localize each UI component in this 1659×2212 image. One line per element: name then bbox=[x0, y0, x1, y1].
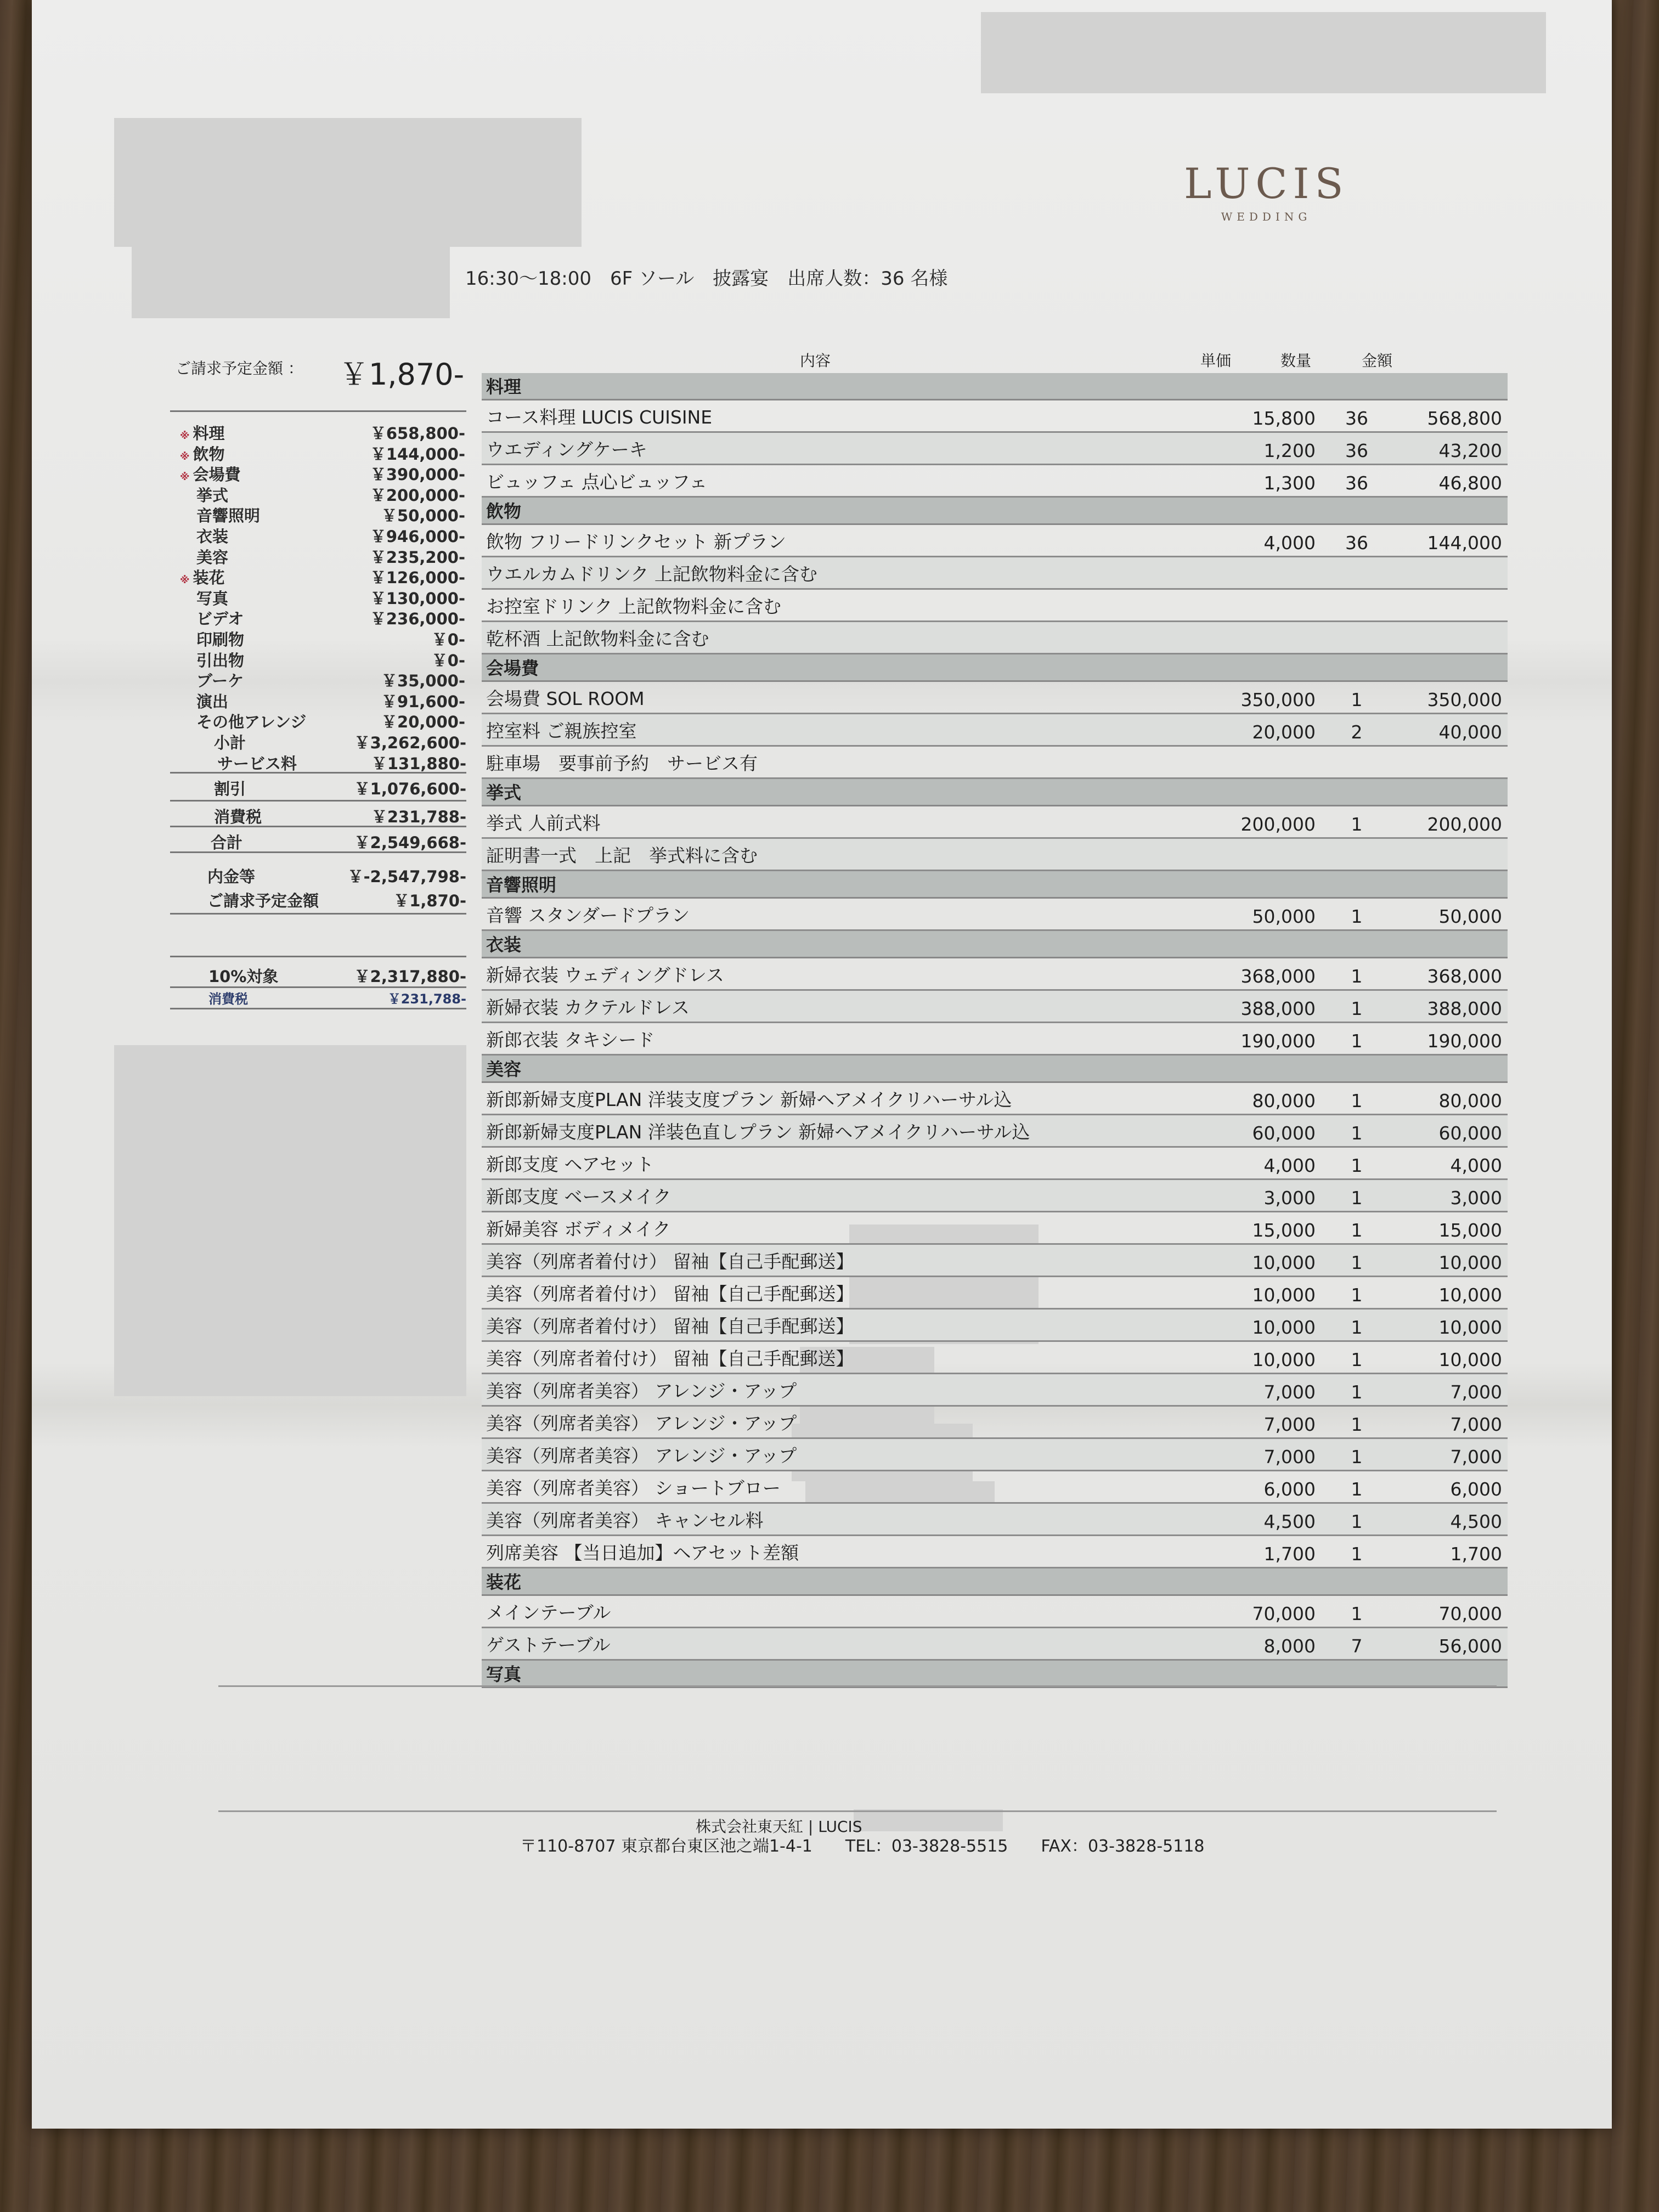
row-description: 美容（列席者美容） アレンジ・アップ bbox=[486, 1413, 797, 1434]
row-quantity: 36 bbox=[1345, 408, 1368, 429]
asterisk-mark-icon: ※ bbox=[180, 471, 190, 483]
table-row bbox=[482, 1023, 1508, 1056]
summary-due bbox=[170, 865, 466, 915]
row-unit-price: 10,000 bbox=[1252, 1317, 1316, 1338]
row-description: 美容（列席者美容） キャンセル料 bbox=[486, 1510, 764, 1531]
row-quantity: 1 bbox=[1351, 1220, 1363, 1241]
row-amount: 368,000 bbox=[1427, 966, 1502, 987]
row-unit-price: 15,800 bbox=[1252, 408, 1316, 429]
row-unit-price: 80,000 bbox=[1252, 1090, 1316, 1111]
summary-row-value: ￥35,000- bbox=[381, 672, 465, 691]
row-description: 新郎支度 ヘアセット bbox=[486, 1154, 654, 1175]
summary-row-value: ￥126,000- bbox=[370, 568, 465, 588]
summary-row bbox=[180, 421, 465, 442]
logo-sub: WEDDING bbox=[1221, 210, 1312, 223]
row-amount: 388,000 bbox=[1427, 998, 1502, 1019]
section-header: 料理 bbox=[482, 373, 1508, 400]
summary-item-list bbox=[180, 421, 465, 731]
row-amount: 56,000 bbox=[1438, 1635, 1502, 1657]
row-amount: 7,000 bbox=[1450, 1446, 1502, 1468]
row-unit-price: 15,000 bbox=[1252, 1220, 1316, 1241]
summary-row-value: ￥130,000- bbox=[370, 589, 465, 608]
divider bbox=[170, 956, 466, 957]
section-header: 衣装 bbox=[482, 931, 1508, 958]
table-row bbox=[482, 1374, 1508, 1407]
row-description: 音響 スタンダードプラン bbox=[486, 905, 690, 926]
row-amount: 3,000 bbox=[1450, 1187, 1502, 1209]
row-unit-price: 368,000 bbox=[1240, 966, 1316, 987]
section-header: 装花 bbox=[482, 1568, 1508, 1596]
summary-row-label: ビデオ bbox=[196, 610, 244, 629]
table-row bbox=[482, 400, 1508, 433]
row-amount: 70,000 bbox=[1438, 1603, 1502, 1624]
row-quantity: 1 bbox=[1351, 1252, 1363, 1273]
row-amount: 40,000 bbox=[1438, 721, 1502, 743]
divider bbox=[218, 1810, 1497, 1812]
row-quantity: 1 bbox=[1351, 1381, 1363, 1403]
row-quantity: 1 bbox=[1351, 1543, 1363, 1565]
row-description: ウエディングケーキ bbox=[486, 439, 647, 460]
row-amount: 568,800 bbox=[1427, 408, 1502, 429]
summary-row-service: サービス料 ￥131,880- bbox=[170, 752, 466, 774]
row-amount: 1,700 bbox=[1450, 1543, 1502, 1565]
row-unit-price: 60,000 bbox=[1252, 1122, 1316, 1144]
summary-row-value: ￥390,000- bbox=[370, 465, 465, 484]
row-unit-price: 350,000 bbox=[1240, 689, 1316, 710]
row-description: 美容（列席者美容） アレンジ・アップ bbox=[486, 1380, 797, 1402]
summary-row-total: 合計 ￥2,549,668- bbox=[170, 827, 466, 853]
asterisk-mark-icon: ※ bbox=[180, 430, 190, 442]
row-description: 美容（列席者着付け） 留袖【自己手配郵送】 bbox=[486, 1348, 854, 1369]
table-row bbox=[482, 525, 1508, 557]
summary-row bbox=[180, 710, 465, 731]
row-amount: 10,000 bbox=[1438, 1349, 1502, 1370]
row-quantity: 1 bbox=[1351, 966, 1363, 987]
row-amount: 200,000 bbox=[1427, 814, 1502, 835]
table-row bbox=[482, 1536, 1508, 1568]
row-unit-price: 4,000 bbox=[1263, 532, 1316, 554]
divider bbox=[218, 1685, 1497, 1687]
section-header: 音響照明 bbox=[482, 871, 1508, 899]
row-unit-price: 20,000 bbox=[1252, 721, 1316, 743]
summary-row-value: ￥200,000- bbox=[370, 486, 465, 505]
asterisk-mark-icon: ※ bbox=[180, 574, 190, 586]
row-quantity: 36 bbox=[1345, 532, 1368, 554]
row-unit-price: 388,000 bbox=[1240, 998, 1316, 1019]
summary-row-value: ￥50,000- bbox=[381, 506, 465, 526]
row-amount: 60,000 bbox=[1438, 1122, 1502, 1144]
summary-row-label: 装花 bbox=[193, 568, 225, 588]
table-row bbox=[482, 1342, 1508, 1374]
row-description: 新婦衣装 ウェディングドレス bbox=[486, 964, 724, 986]
table-row bbox=[482, 1471, 1508, 1504]
row-unit-price: 3,000 bbox=[1263, 1187, 1316, 1209]
summary-row-value: ￥0- bbox=[431, 630, 465, 649]
row-amount: 10,000 bbox=[1438, 1317, 1502, 1338]
row-unit-price: 190,000 bbox=[1240, 1030, 1316, 1052]
row-unit-price: 1,300 bbox=[1263, 472, 1316, 494]
section-header: 美容 bbox=[482, 1056, 1508, 1083]
summary-row-deposit: 内金等 ￥-2,547,798- bbox=[207, 867, 466, 886]
table-row bbox=[482, 991, 1508, 1023]
row-quantity: 36 bbox=[1345, 440, 1368, 461]
summary-row-discount: 割引 ￥1,076,600- bbox=[170, 774, 466, 802]
summary-row bbox=[180, 628, 465, 648]
table-row bbox=[482, 1628, 1508, 1661]
summary-row-label: 飲物 bbox=[193, 444, 225, 464]
row-amount: 10,000 bbox=[1438, 1284, 1502, 1306]
table-row bbox=[482, 1148, 1508, 1180]
table-row bbox=[482, 1596, 1508, 1628]
line-item-table bbox=[482, 373, 1508, 1688]
table-row bbox=[482, 1277, 1508, 1310]
table-row bbox=[482, 682, 1508, 714]
row-description: 新郎新婦支度PLAN 洋装色直しプラン 新婦ヘアメイクリハーサル込 bbox=[486, 1121, 1030, 1143]
row-amount: 144,000 bbox=[1427, 532, 1502, 554]
summary-totals bbox=[170, 731, 466, 853]
summary-row-label: 衣装 bbox=[196, 527, 229, 546]
row-description: お控室ドリンク 上記飲物料金に含む bbox=[486, 596, 781, 617]
row-description: 美容（列席者美容） アレンジ・アップ bbox=[486, 1445, 797, 1466]
row-unit-price: 8,000 bbox=[1263, 1635, 1316, 1657]
row-amount: 350,000 bbox=[1427, 689, 1502, 710]
section-header: 写真 bbox=[482, 1661, 1508, 1688]
row-amount: 190,000 bbox=[1427, 1030, 1502, 1052]
row-description: 会場費 SOL ROOM bbox=[486, 688, 645, 709]
summary-row-label: ブーケ bbox=[196, 672, 244, 691]
row-description: 新郎支度 ベースメイク bbox=[486, 1186, 672, 1207]
divider bbox=[170, 410, 466, 412]
logo-name: LUCIS bbox=[1184, 159, 1349, 208]
row-unit-price: 10,000 bbox=[1252, 1284, 1316, 1306]
summary-row bbox=[180, 483, 465, 504]
row-description: 美容（列席者着付け） 留袖【自己手配郵送】 bbox=[486, 1316, 854, 1337]
row-unit-price: 1,200 bbox=[1263, 440, 1316, 461]
row-quantity: 1 bbox=[1351, 1414, 1363, 1435]
table-row bbox=[482, 1212, 1508, 1245]
col-header-desc: 内容 bbox=[800, 352, 831, 370]
summary-row-taxable: 10%対象 ￥2,317,880- bbox=[170, 964, 466, 988]
row-description: ゲストテーブル bbox=[486, 1634, 611, 1656]
row-quantity: 1 bbox=[1351, 1603, 1363, 1624]
summary-row-label: 引出物 bbox=[196, 651, 245, 670]
row-quantity: 1 bbox=[1351, 1122, 1363, 1144]
row-description: コース料理 LUCIS CUISINE bbox=[486, 407, 713, 428]
row-amount: 10,000 bbox=[1438, 1252, 1502, 1273]
row-description: 列席美容 【当日追加】ヘアセット差額 bbox=[486, 1542, 799, 1564]
row-unit-price: 7,000 bbox=[1263, 1381, 1316, 1403]
row-quantity: 1 bbox=[1351, 1511, 1363, 1532]
table-row bbox=[482, 1310, 1508, 1342]
summary-row-taxable-tax: 消費税 ￥231,788- bbox=[170, 988, 466, 1009]
summary-row bbox=[180, 690, 465, 710]
table-row bbox=[482, 433, 1508, 465]
row-description: 乾杯酒 上記飲物料金に含む bbox=[486, 628, 709, 650]
row-quantity: 1 bbox=[1351, 1155, 1363, 1176]
row-quantity: 1 bbox=[1351, 906, 1363, 927]
table-row bbox=[482, 1407, 1508, 1439]
row-unit-price: 10,000 bbox=[1252, 1252, 1316, 1273]
row-unit-price: 50,000 bbox=[1252, 906, 1316, 927]
row-quantity: 1 bbox=[1351, 1349, 1363, 1370]
redacted-block bbox=[114, 118, 582, 247]
row-quantity: 1 bbox=[1351, 1446, 1363, 1468]
row-amount: 4,000 bbox=[1450, 1155, 1502, 1176]
row-amount: 4,500 bbox=[1450, 1511, 1502, 1532]
summary-row-label: 美容 bbox=[196, 548, 229, 567]
row-unit-price: 7,000 bbox=[1263, 1446, 1316, 1468]
row-description: 駐車場 要事前予約 サービス有 bbox=[486, 753, 758, 774]
lucis-logo bbox=[1184, 159, 1348, 223]
row-description: メインテーブル bbox=[486, 1602, 611, 1623]
table-row bbox=[482, 839, 1508, 871]
col-header-qty: 数量 bbox=[1280, 352, 1312, 370]
row-quantity: 1 bbox=[1351, 1317, 1363, 1338]
summary-row-tax: 消費税 ￥231,788- bbox=[170, 802, 466, 827]
row-amount: 7,000 bbox=[1450, 1381, 1502, 1403]
row-amount: 7,000 bbox=[1450, 1414, 1502, 1435]
summary-row-label: 会場費 bbox=[193, 465, 241, 484]
row-amount: 46,800 bbox=[1438, 472, 1502, 494]
summary-row-value: ￥235,200- bbox=[370, 548, 465, 567]
row-amount: 50,000 bbox=[1438, 906, 1502, 927]
table-row bbox=[482, 590, 1508, 622]
summary-row bbox=[180, 566, 465, 586]
row-unit-price: 1,700 bbox=[1263, 1543, 1316, 1565]
table-row bbox=[482, 747, 1508, 779]
summary-row bbox=[180, 462, 465, 483]
summary-row-label: その他アレンジ bbox=[196, 713, 307, 732]
footer-company: 株式会社東天紅 | LUCIS bbox=[696, 1818, 862, 1836]
row-description: 美容（列席者着付け） 留袖【自己手配郵送】 bbox=[486, 1251, 854, 1272]
summary-row-label: 印刷物 bbox=[196, 630, 245, 649]
section-header: 会場費 bbox=[482, 654, 1508, 682]
row-unit-price: 7,000 bbox=[1263, 1414, 1316, 1435]
table-row bbox=[482, 714, 1508, 747]
table-row bbox=[482, 1115, 1508, 1148]
row-unit-price: 4,500 bbox=[1263, 1511, 1316, 1532]
row-unit-price: 10,000 bbox=[1252, 1349, 1316, 1370]
redacted-block bbox=[114, 1045, 466, 1396]
col-header-price: 単価 bbox=[1200, 352, 1232, 370]
table-row bbox=[482, 958, 1508, 991]
invoice-sheet bbox=[32, 0, 1612, 2129]
summary-row-due: ご請求予定金額 ￥1,870- bbox=[170, 889, 466, 915]
row-description: 新婦美容 ボディメイク bbox=[486, 1218, 671, 1240]
row-quantity: 2 bbox=[1351, 721, 1363, 743]
row-quantity: 1 bbox=[1351, 1030, 1363, 1052]
row-quantity: 1 bbox=[1351, 814, 1363, 835]
summary-row-value: ￥236,000- bbox=[370, 610, 465, 629]
table-row bbox=[482, 622, 1508, 654]
row-amount: 43,200 bbox=[1438, 440, 1502, 461]
summary-row-value: ￥0- bbox=[431, 651, 465, 670]
row-quantity: 1 bbox=[1351, 689, 1363, 710]
table-row bbox=[482, 1439, 1508, 1471]
summary-row bbox=[180, 669, 465, 690]
row-amount: 6,000 bbox=[1450, 1479, 1502, 1500]
summary-row-value: ￥946,000- bbox=[370, 527, 465, 546]
summary-row bbox=[180, 524, 465, 545]
summary-row-value: ￥91,600- bbox=[381, 692, 465, 711]
row-description: 新郎衣装 タキシード bbox=[486, 1029, 655, 1051]
row-quantity: 36 bbox=[1345, 472, 1368, 494]
col-header-amount: 金額 bbox=[1362, 352, 1393, 370]
row-unit-price: 200,000 bbox=[1240, 814, 1316, 835]
row-quantity: 7 bbox=[1351, 1635, 1363, 1657]
footer-address: 〒110-8707 東京都台東区池之端1-4-1 TEL：03-3828-5515 FAX：03-3828-5118 bbox=[520, 1837, 1205, 1856]
summary-row bbox=[180, 504, 465, 524]
summary-row-subtotal: 小計 ￥3,262,600- bbox=[214, 733, 466, 752]
table-row bbox=[482, 1504, 1508, 1536]
row-unit-price: 4,000 bbox=[1263, 1155, 1316, 1176]
row-description: 証明書一式 上記 挙式料に含む bbox=[486, 845, 758, 866]
redacted-block bbox=[132, 247, 450, 318]
row-quantity: 1 bbox=[1351, 1284, 1363, 1306]
table-row bbox=[482, 899, 1508, 931]
row-unit-price: 70,000 bbox=[1252, 1603, 1316, 1624]
summary-taxable bbox=[170, 964, 466, 1009]
redacted-block bbox=[981, 12, 1546, 93]
summary-row-label: 写真 bbox=[196, 589, 229, 608]
asterisk-mark-icon: ※ bbox=[180, 450, 190, 462]
row-description: 控室料 ご親族控室 bbox=[486, 720, 637, 742]
summary-row-value: ￥658,800- bbox=[370, 424, 465, 443]
table-row bbox=[482, 1245, 1508, 1277]
table-row bbox=[482, 465, 1508, 498]
summary-row bbox=[180, 586, 465, 607]
summary-row-label: 料理 bbox=[193, 424, 225, 443]
row-amount: 80,000 bbox=[1438, 1090, 1502, 1111]
row-quantity: 1 bbox=[1351, 1479, 1363, 1500]
table-row bbox=[482, 806, 1508, 839]
row-description: 新婦衣装 カクテルドレス bbox=[486, 997, 690, 1018]
summary-row-label: 挙式 bbox=[196, 486, 229, 505]
row-quantity: 1 bbox=[1351, 998, 1363, 1019]
summary-row-label: 音響照明 bbox=[196, 506, 261, 526]
row-quantity: 1 bbox=[1351, 1187, 1363, 1209]
summary-row bbox=[180, 607, 465, 628]
summary-row-value: ￥144,000- bbox=[370, 444, 465, 464]
summary-row bbox=[180, 648, 465, 669]
summary-amount: ￥1,870- bbox=[339, 357, 465, 392]
section-header: 飲物 bbox=[482, 498, 1508, 525]
row-amount: 15,000 bbox=[1438, 1220, 1502, 1241]
summary-row-label: 演出 bbox=[196, 692, 229, 711]
summary-row-value: ￥20,000- bbox=[381, 713, 465, 732]
row-description: 美容（列席者着付け） 留袖【自己手配郵送】 bbox=[486, 1283, 854, 1305]
row-description: ウエルカムドリンク 上記飲物料金に含む bbox=[486, 563, 817, 585]
row-description: 新郎新婦支度PLAN 洋装支度プラン 新婦ヘアメイクリハーサル込 bbox=[486, 1089, 1012, 1110]
row-unit-price: 6,000 bbox=[1263, 1479, 1316, 1500]
row-description: 挙式 人前式料 bbox=[486, 812, 601, 834]
row-description: ビュッフェ 点心ビュッフェ bbox=[486, 471, 708, 493]
summary-row bbox=[180, 545, 465, 566]
table-row bbox=[482, 557, 1508, 590]
row-description: 飲物 フリードリンクセット 新プラン bbox=[486, 531, 786, 552]
summary-row bbox=[180, 442, 465, 463]
row-description: 美容（列席者美容） ショートブロー bbox=[486, 1477, 781, 1499]
table-row bbox=[482, 1180, 1508, 1212]
event-info: 16:30〜18:00 6F ソール 披露宴 出席人数：36 名様 bbox=[465, 268, 948, 290]
table-row bbox=[482, 1083, 1508, 1115]
section-header: 挙式 bbox=[482, 779, 1508, 806]
summary-title: ご請求予定金額 ： bbox=[176, 359, 303, 377]
row-quantity: 1 bbox=[1351, 1090, 1363, 1111]
redacted-block bbox=[854, 1809, 1003, 1831]
